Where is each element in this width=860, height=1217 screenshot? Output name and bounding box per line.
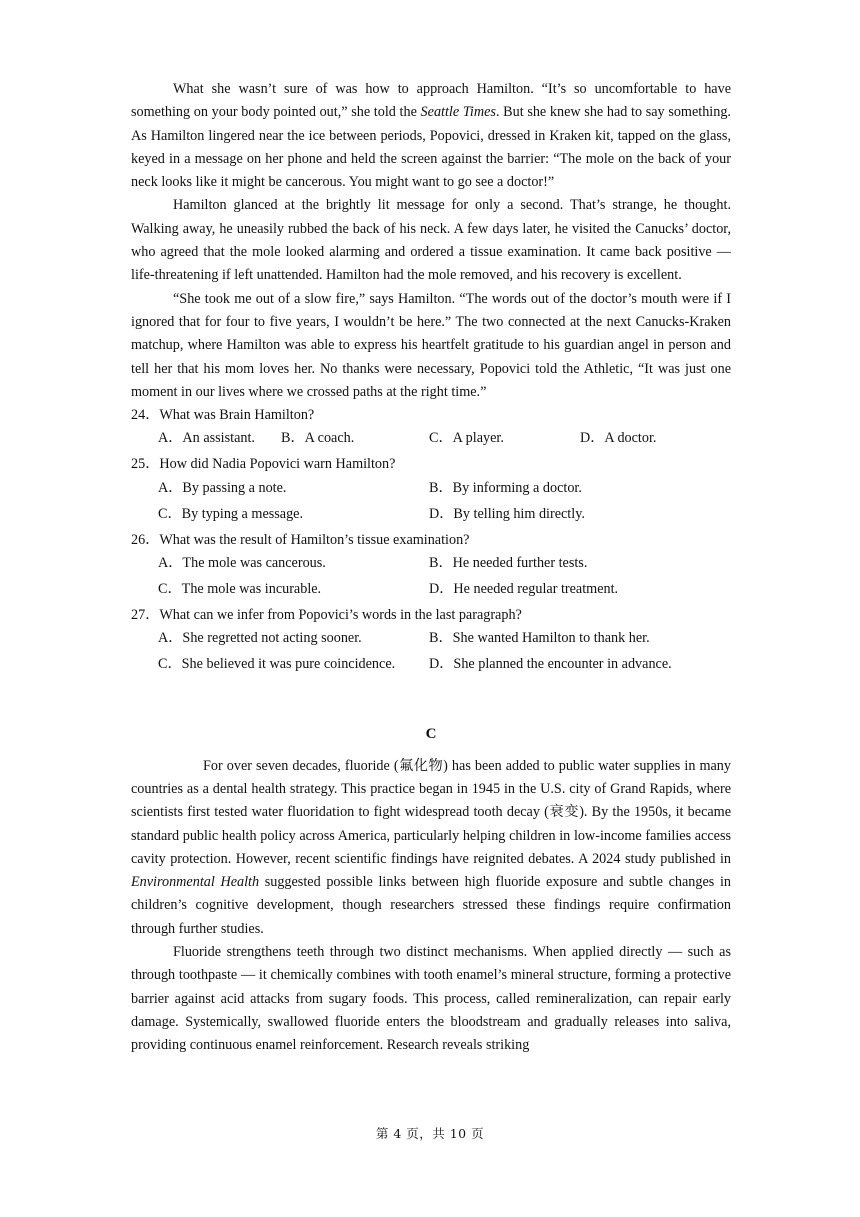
- option-c: C．She believed it was pure coincidence.: [158, 656, 396, 673]
- question-stem: 25．How did Nadia Popovici warn Hamilton?: [131, 456, 396, 473]
- section-spacer: [131, 679, 731, 723]
- passage-c-paragraph-2: Fluoride strengthens teeth through two distinct mechanisms. When applied directly — such as through toothpaste — it chemically combines with tooth enamel’s mineral structure, forming a protective barrier against acid attacks from sugary foods. This process, called remineralization, can repair early damage. Systemically, swallowed fluoride enters the bloodstream and gradually releases into saliva, providing continuous enamel reinforcement. Research reveals striking: [131, 944, 731, 1054]
- option-d: D．A doctor.: [580, 430, 657, 447]
- passage-b-paragraph-3: “She took me out of a slow fire,” says Hamilton. “The words out of the doctor’s mouth were if I ignored that for four to five years, I wouldn’t be here.” The two connected at the next Canucks-Kraken matchup, where Hamilton was able to express his heartfelt gratitude to his guardian angel in person and tell her that his mom loves her. No thanks were necessary, Popovici told the Athletic, “It was just one moment in our lives where we crossed paths at the right time.”: [131, 290, 731, 400]
- option-b: B．She wanted Hamilton to thank her.: [429, 630, 650, 647]
- option-a: A．By passing a note.: [158, 479, 287, 496]
- question-26: [131, 529, 731, 604]
- page-content: [131, 78, 731, 1058]
- option-c: C．A player.: [429, 430, 504, 447]
- options-row: [131, 477, 731, 503]
- question-stem: 24．What was Brain Hamilton?: [131, 407, 315, 424]
- paragraph-text: . But she knew she had to say something. As Hamilton lingered near the ice between periods, Popovici, dressed in Kraken kit, tapped on the glass, keyed in a message on her phone and held the screen against the barrier: “The mole on the back of your neck looks like it might be cancerous. You might want to go see a doctor!”: [131, 104, 731, 191]
- section-c-heading: C: [425, 726, 437, 743]
- option-d: D．She planned the encounter in advance.: [429, 656, 672, 673]
- newspaper-name: Seattle Times: [420, 104, 496, 121]
- options-row: [131, 627, 731, 653]
- options-row: [131, 552, 731, 578]
- option-d: D．He needed regular treatment.: [429, 581, 619, 598]
- page-footer: 第 4 页，共 10 页: [375, 1126, 485, 1141]
- option-b: B．By informing a doctor.: [429, 479, 582, 496]
- option-c: C．The mole was incurable.: [158, 581, 322, 598]
- option-a: A．The mole was cancerous.: [158, 555, 326, 572]
- question-25: [131, 453, 731, 528]
- passage-b-paragraph-2: Hamilton glanced at the brightly lit message for only a second. That’s strange, he thought. Walking away, he uneasily rubbed the back of his neck. A few days later, he visited the Canucks’ doctor, who agreed that the mole looked alarming and ordered a tissue examination. It came back positive — life-threatening if left unattended. Hamilton had the mole removed, and his recovery is excellent.: [131, 197, 731, 284]
- options-row: [131, 653, 731, 679]
- options-row: [131, 427, 731, 453]
- option-a: A．An assistant.: [158, 430, 255, 447]
- option-c: C．By typing a message.: [158, 505, 304, 522]
- option-d: D．By telling him directly.: [429, 505, 585, 522]
- question-stem: 26．What was the result of Hamilton’s tissue examination?: [131, 531, 470, 548]
- paragraph-text: What she wasn’t sure of was how to approach Hamilton. “It’s so uncomfortable to have something on your body pointed out,” she told the: [131, 81, 731, 121]
- question-27: [131, 604, 731, 679]
- passage-c-paragraph-1: [131, 755, 731, 941]
- paragraph-text: suggested possible links between high fluoride exposure and subtle changes in children’s cognitive development, though researchers stressed these findings require confirmation through further studies.: [131, 874, 731, 937]
- option-b: B．A coach.: [281, 430, 355, 447]
- passage-b-paragraph-1: [131, 78, 731, 194]
- paragraph-text: For over seven decades, fluoride (氟化物) has been added to public water supplies in many countries as a dental health strategy. This practice began in 1945 in the U.S. city of Grand Rapids, where scientists first tested water fluoridation to fight widespread tooth decay (衰变). By the 1950s, it became standard public health policy across America, particularly helping children in low-income families access cavity protection. However, recent scientific findings have reignited debates. A 2024 study published in: [131, 757, 731, 867]
- options-row: [131, 503, 731, 529]
- journal-name: Environmental Health: [131, 874, 260, 891]
- option-b: B．He needed further tests.: [429, 555, 588, 572]
- options-row: [131, 578, 731, 604]
- question-stem: 27．What can we infer from Popovici’s words in the last paragraph?: [131, 607, 522, 624]
- option-a: A．She regretted not acting sooner.: [158, 630, 362, 647]
- question-24: [131, 404, 731, 453]
